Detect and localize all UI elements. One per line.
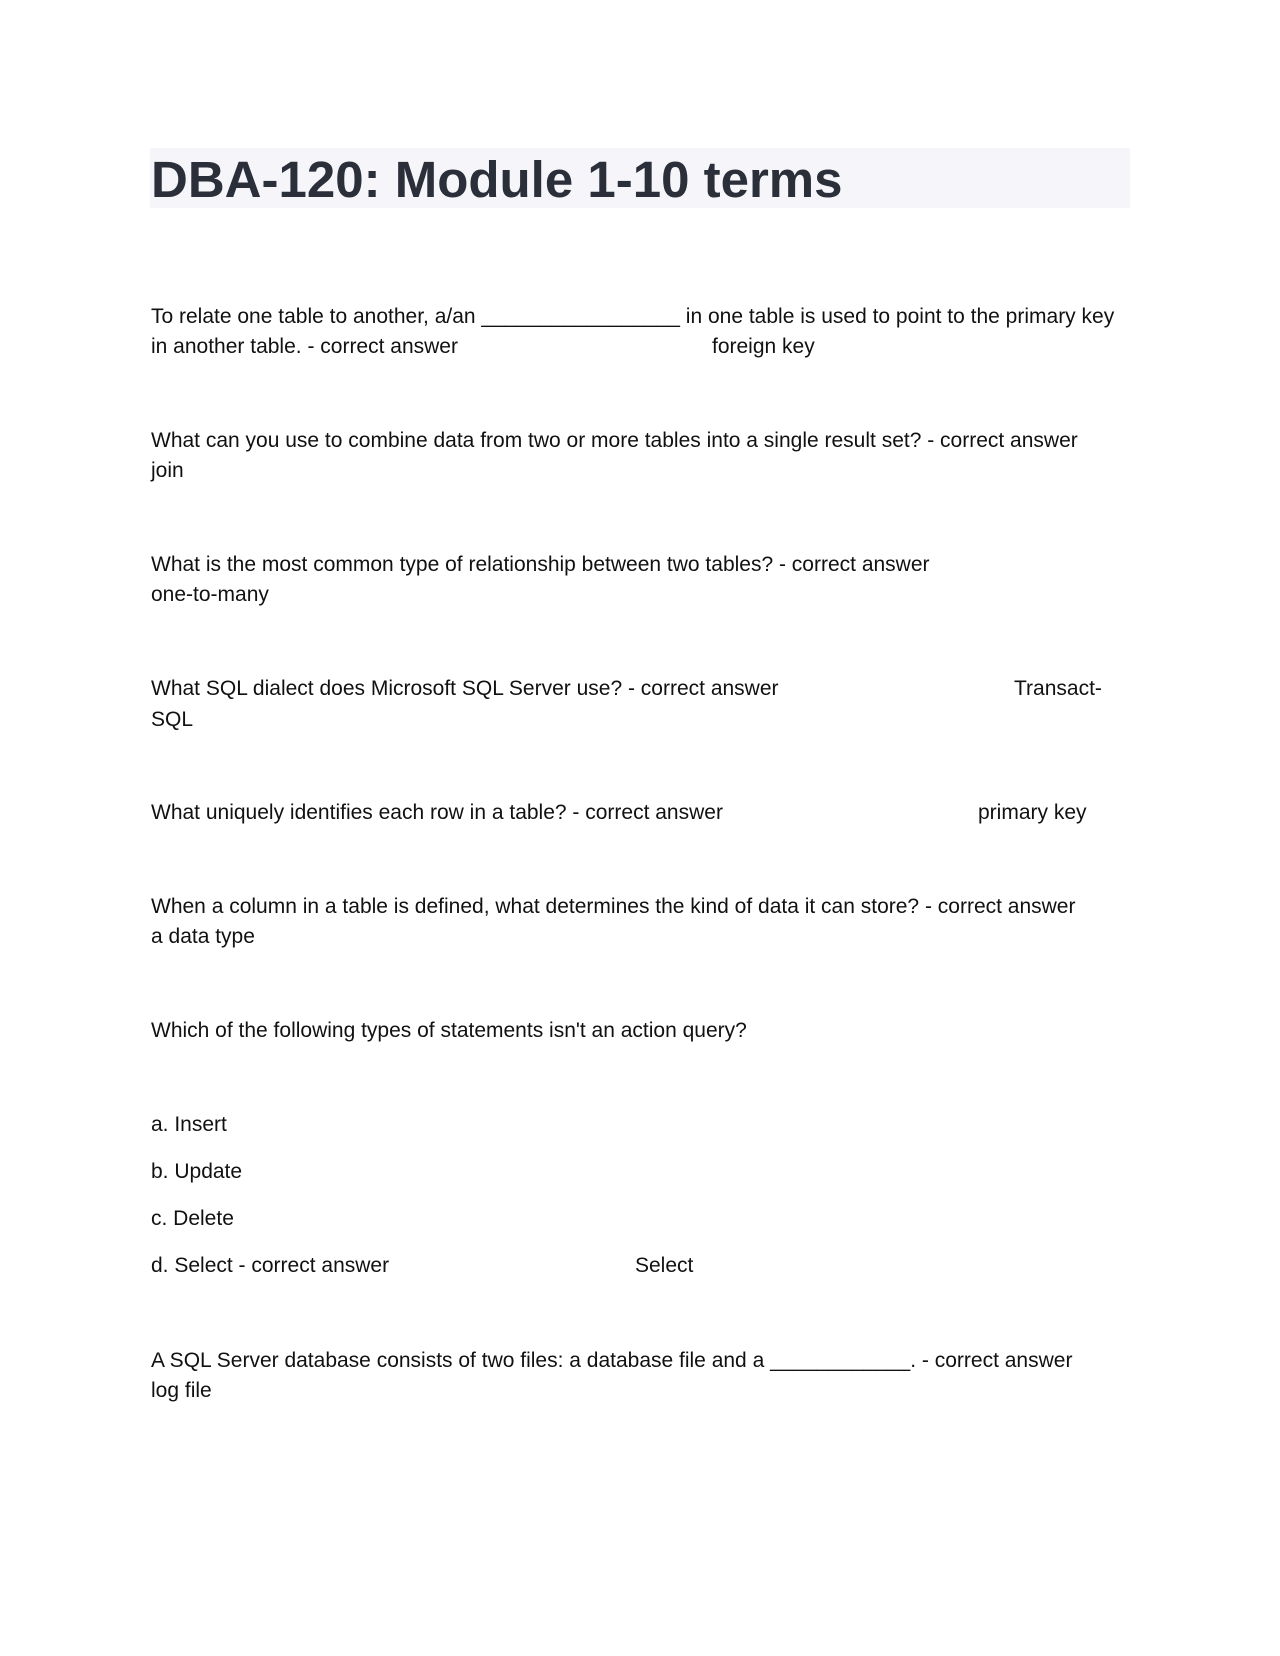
- document-title: DBA-120: Module 1-10 terms: [151, 151, 843, 208]
- q1-answer: foreign key: [712, 335, 815, 358]
- q7-question: Which of the following types of statements isn't an action query?: [151, 1019, 747, 1042]
- q3-question-line-1: What is the most common type of relationship between two tables? - correct answer: [151, 553, 930, 576]
- q6-answer: a data type: [151, 925, 255, 948]
- q6-question-line-1: When a column in a table is defined, what determines the kind of data it can store? - correct answer: [151, 895, 1076, 918]
- q3-answer: one-to-many: [151, 583, 269, 606]
- q7-option-c: c. Delete: [151, 1207, 234, 1230]
- q8-answer: log file: [151, 1379, 212, 1402]
- q8-question-line-1: A SQL Server database consists of two files: a database file and a ____________. - correct answer: [151, 1349, 1073, 1372]
- q1-question-line-1: To relate one table to another, a/an _________________ in one table is used to point to the primary key: [151, 305, 1115, 328]
- q4-answer-part-2: SQL: [151, 708, 194, 731]
- q7-option-a: a. Insert: [151, 1113, 227, 1136]
- q5-question-line-1: What uniquely identifies each row in a table? - correct answer: [151, 801, 723, 824]
- q4-question-line-1: What SQL dialect does Microsoft SQL Server use? - correct answer: [151, 677, 779, 700]
- q7-option-d: d. Select - correct answer: [151, 1254, 390, 1277]
- q7-answer: Select: [635, 1254, 694, 1277]
- q2-answer: join: [151, 459, 184, 482]
- q7-option-b: b. Update: [151, 1160, 243, 1183]
- q1-question-line-2: in another table. - correct answer: [151, 335, 458, 358]
- q4-answer-part-1: Transact-: [1014, 677, 1102, 700]
- q2-question-line-1: What can you use to combine data from two or more tables into a single result set? - correct answer: [151, 429, 1078, 452]
- q5-answer: primary key: [978, 801, 1087, 824]
